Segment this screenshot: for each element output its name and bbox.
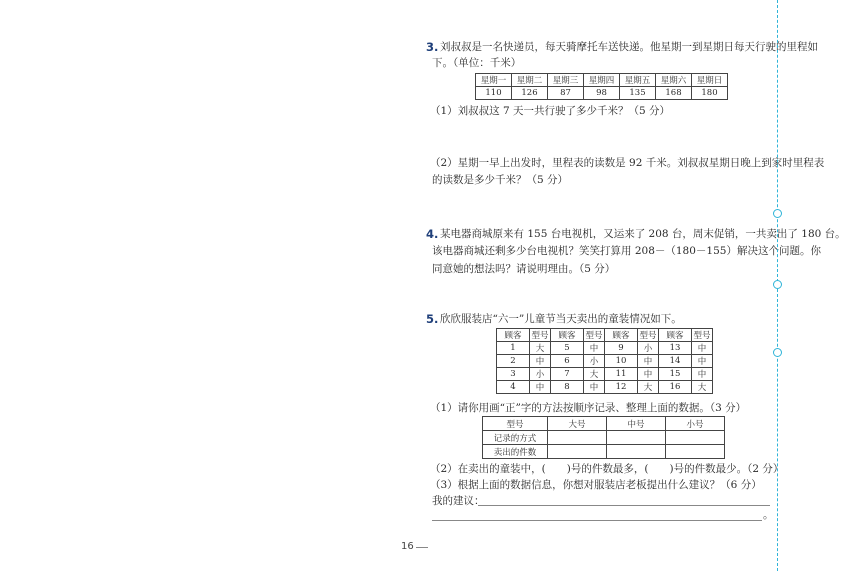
sales-header: 顾客 <box>551 329 584 342</box>
mileage-header: 星期二 <box>512 74 548 87</box>
mileage-table <box>475 73 728 100</box>
binding-hole-icon <box>773 348 782 357</box>
q3-text-line1: 刘叔叔是一名快递员，每天骑摩托车送快递。他星期一到星期日每天行驶的里程如 <box>440 41 818 53</box>
mileage-value: 98 <box>584 87 620 100</box>
sales-cell: 中 <box>584 342 605 355</box>
sales-cell: 8 <box>551 381 584 394</box>
tally-table <box>482 416 725 459</box>
sales-cell: 中 <box>530 355 551 368</box>
mileage-header: 星期五 <box>620 74 656 87</box>
mileage-value: 180 <box>692 87 728 100</box>
q5-sub3: （3）根据上面的数据信息，你想对服装店老板提出什么建议？（6 分） <box>430 479 762 491</box>
sales-cell: 16 <box>659 381 692 394</box>
sales-cell: 中 <box>638 368 659 381</box>
mileage-value: 110 <box>476 87 512 100</box>
tally-header: 中号 <box>607 417 666 431</box>
sales-cell: 中 <box>584 381 605 394</box>
q5-sub1: （1）请你用画“正”字的方法按顺序记录、整理上面的数据。（3 分） <box>430 402 747 414</box>
sales-cell: 中 <box>530 381 551 394</box>
sales-cell: 4 <box>497 381 530 394</box>
sales-cell: 2 <box>497 355 530 368</box>
mileage-value: 135 <box>620 87 656 100</box>
sales-cell: 大 <box>584 368 605 381</box>
sales-cell: 15 <box>659 368 692 381</box>
sales-table <box>496 328 713 394</box>
tally-header-row <box>483 417 725 431</box>
tally-cell[interactable] <box>607 445 666 459</box>
mileage-header: 星期一 <box>476 74 512 87</box>
sales-header: 型号 <box>530 329 551 342</box>
sales-cell: 7 <box>551 368 584 381</box>
tally-header: 型号 <box>483 417 548 431</box>
sales-cell: 9 <box>605 342 638 355</box>
tally-header: 小号 <box>666 417 725 431</box>
q3-sub2-line2: 的读数是多少千米？（5 分） <box>432 174 569 186</box>
sales-cell: 中 <box>638 355 659 368</box>
mileage-header: 星期四 <box>584 74 620 87</box>
sales-row <box>497 381 713 394</box>
sales-row <box>497 368 713 381</box>
sales-cell: 5 <box>551 342 584 355</box>
mileage-header: 星期六 <box>656 74 692 87</box>
sales-header: 型号 <box>584 329 605 342</box>
sales-cell: 大 <box>692 381 713 394</box>
mileage-header: 星期三 <box>548 74 584 87</box>
sales-cell: 6 <box>551 355 584 368</box>
sales-cell: 13 <box>659 342 692 355</box>
q4-number: 4. <box>426 227 439 241</box>
sales-cell: 中 <box>692 368 713 381</box>
sales-header-row <box>497 329 713 342</box>
q4-text-line2: 该电器商城还剩多少台电视机？笑笑打算用 208－（180－155）解决这个问题。你 <box>432 245 821 257</box>
q5-text-line1: 欣欣服装店“六一”儿童节当天卖出的童装情况如下。 <box>440 313 682 325</box>
mileage-header-row <box>476 74 728 87</box>
tally-cell[interactable] <box>548 445 607 459</box>
sales-header: 顾客 <box>659 329 692 342</box>
q4-text-line1: 某电器商城原来有 155 台电视机，又运来了 208 台，周末促销，一共卖出了 180 台。 <box>440 228 846 240</box>
sales-cell: 1 <box>497 342 530 355</box>
tally-row-label: 卖出的件数 <box>483 445 548 459</box>
tally-header: 大号 <box>548 417 607 431</box>
tally-row-label: 记录的方式 <box>483 431 548 445</box>
q3-text-line2: 下。（单位：千米） <box>432 57 522 69</box>
sales-cell: 小 <box>530 368 551 381</box>
tally-cell[interactable] <box>666 431 725 445</box>
tally-cell[interactable] <box>666 445 725 459</box>
q4-text-line3: 同意她的想法吗？请说明理由。（5 分） <box>432 263 616 275</box>
tally-cell[interactable] <box>607 431 666 445</box>
sales-cell: 大 <box>638 381 659 394</box>
sales-cell: 大 <box>530 342 551 355</box>
suggestion-label: 我的建议： <box>432 495 485 507</box>
mileage-value-row <box>476 87 728 100</box>
binding-hole-icon <box>773 280 782 289</box>
sales-cell: 小 <box>638 342 659 355</box>
page-number: 16 <box>401 541 414 552</box>
q5-number: 5. <box>426 312 439 326</box>
sales-cell: 小 <box>584 355 605 368</box>
sales-header: 型号 <box>692 329 713 342</box>
sales-header: 顾客 <box>605 329 638 342</box>
mileage-value: 168 <box>656 87 692 100</box>
sales-header: 型号 <box>638 329 659 342</box>
suggestion-line-1[interactable] <box>478 505 770 506</box>
sales-cell: 12 <box>605 381 638 394</box>
sales-cell: 14 <box>659 355 692 368</box>
sales-row <box>497 355 713 368</box>
tally-row <box>483 445 725 459</box>
q3-sub1: （1）刘叔叔这 7 天一共行驶了多少千米？（5 分） <box>430 105 671 117</box>
sales-cell: 3 <box>497 368 530 381</box>
page-number-dash <box>416 547 428 548</box>
sales-header: 顾客 <box>497 329 530 342</box>
mileage-value: 87 <box>548 87 584 100</box>
sales-cell: 10 <box>605 355 638 368</box>
mileage-value: 126 <box>512 87 548 100</box>
q5-sub2: （2）在卖出的童装中，( )号的件数最多，( )号的件数最少。（2 分） <box>430 463 784 475</box>
binding-hole-icon <box>773 209 782 218</box>
sales-row <box>497 342 713 355</box>
sales-cell: 中 <box>692 342 713 355</box>
q3-number: 3. <box>426 40 439 54</box>
sales-cell: 11 <box>605 368 638 381</box>
q3-sub2-line1: （2）星期一早上出发时，里程表的读数是 92 千米。刘叔叔星期日晚上到家时里程表 <box>430 157 825 169</box>
suggestion-line-2[interactable] <box>432 520 762 521</box>
tally-cell[interactable] <box>548 431 607 445</box>
suggestion-end-mark: 。 <box>763 509 774 521</box>
sales-cell: 中 <box>692 355 713 368</box>
mileage-header: 星期日 <box>692 74 728 87</box>
tally-row <box>483 431 725 445</box>
